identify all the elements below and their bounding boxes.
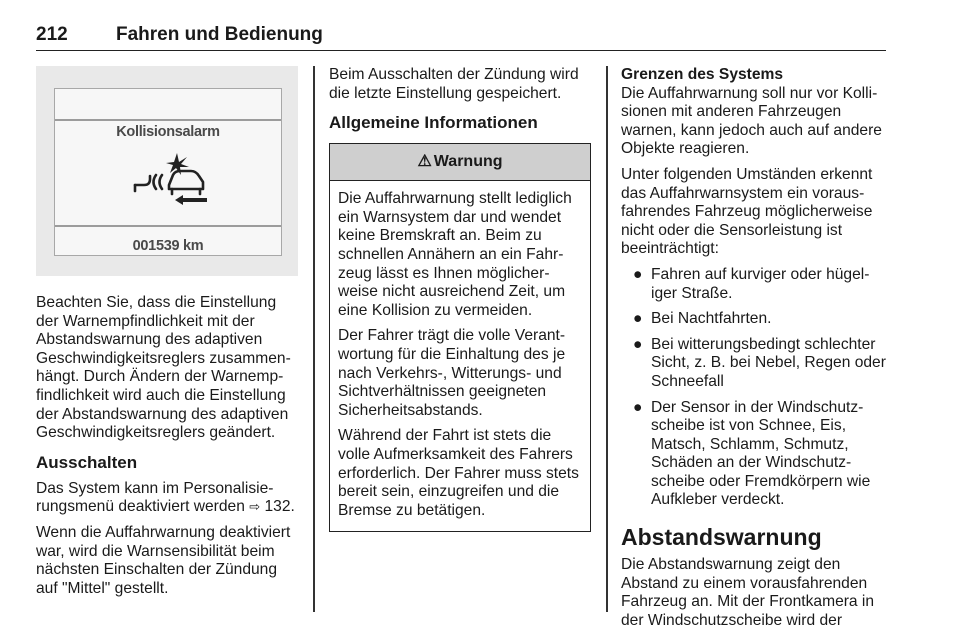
list-item [621, 336, 887, 392]
instrument-display-figure [36, 66, 298, 276]
bullet-icon: ● [633, 265, 643, 283]
warning-paragraph: Während der Fahrt ist stets die volle Aufmerksamkeit des Fahrers erforderlich. Der Fahrer muss stets bereit sein, einzugreifen und die Bremse zu betätigen. [338, 427, 579, 519]
page-header [36, 22, 886, 51]
subheading: Grenzen des Systems [621, 66, 784, 83]
list-item-text: Der Sensor in der Windschutzscheibe ist von Schnee, Eis, Matsch, Schlamm, Schmutz, Schäden an der Windschutzscheibe oder Fremdkörpern wie Aufkleber verdeckt. [651, 398, 871, 509]
page-number: 212 [36, 24, 68, 45]
paragraph [36, 480, 298, 517]
page-reference[interactable]: 132. [264, 498, 295, 516]
display-divider [55, 225, 281, 227]
column-divider [606, 66, 608, 612]
list-item [621, 310, 887, 329]
warning-icon: ⚠ [417, 153, 432, 171]
bullet-icon: ● [633, 398, 643, 416]
list-item [621, 266, 887, 303]
display-screen [54, 88, 282, 256]
page-title: Fahren und Bedienung [116, 24, 323, 45]
column-right [621, 66, 887, 637]
section-heading: Allgemeine Informationen [329, 113, 538, 133]
bullet-list [621, 266, 887, 510]
paragraph: Wenn die Auffahrwarnung deaktiviert war, wird die Warnsensibilität beim nächsten Einschalten der Zündung auf "Mittel" gestellt. [36, 523, 291, 597]
display-title: Kollisionsalarm [116, 124, 220, 140]
paragraph: Beachten Sie, dass die Einstellung der Warnempfindlichkeit mit der Abstandswarnung des adaptiven Geschwindigkeitsreglers zusammenhängt. Durch Ändern der Warnempfindlichkeit wird auch die Einstellung der Abstandswarnung des adaptiven Geschwindigkeitsreglers geändert. [36, 294, 291, 442]
warning-body [330, 181, 590, 531]
bullet-icon: ● [633, 310, 643, 328]
paragraph: Unter folgenden Umständen erkennt das Auffahrwarnsystem ein vorausfahrendes Fahrzeug möglicherweise nicht oder die Sensorleistung ist beeinträchtigt: [621, 165, 873, 258]
column-left [36, 66, 298, 605]
warning-paragraph: Die Auffahrwarnung stellt lediglich ein Warnsystem dar und wendet keine Bremskraft an. Beim zu schnellen Annähern an ein Fahrzeug lässt es Ihnen möglicherweise nicht ausreichend Zeit, um eine Kollision zu vermeiden. [338, 190, 572, 319]
column-middle [329, 66, 591, 532]
paragraph: Die Abstandswarnung zeigt den Abstand zu einem vorausfahrenden Fahrzeug an. Mit der Frontkamera in der Windschutzscheibe wird der [621, 556, 875, 629]
section-heading: Ausschalten [36, 452, 138, 472]
collision-alert-icon [133, 151, 209, 209]
warning-title: Warnung [433, 153, 503, 171]
column-divider [313, 66, 315, 612]
section-heading-large: Abstandswarnung [621, 524, 822, 551]
list-item [621, 399, 887, 511]
list-item-text: Bei witterungsbedingt schlechter Sicht, z. B. bei Nebel, Regen oder Schneefall [651, 335, 886, 390]
page-reference-icon: ⇨ [249, 499, 261, 515]
warning-box [329, 143, 591, 532]
odometer-readout: 001539 km [132, 238, 204, 254]
bullet-icon: ● [633, 335, 643, 353]
list-item-text: Fahren auf kurviger oder hügeliger Straße. [651, 265, 870, 302]
display-divider [55, 119, 281, 121]
warning-header [330, 144, 590, 181]
paragraph: Beim Ausschalten der Zündung wird die letzte Einstellung gespeichert. [329, 66, 579, 102]
warning-paragraph: Der Fahrer trägt die volle Verantwortung für die Einhaltung des je nach Verkehrs-, Witterungs- und Sichtverhältnissen geeigneten Sicherheitsabstands. [338, 327, 566, 419]
list-item-text: Bei Nachtfahrten. [651, 310, 772, 328]
paragraph-text: Das System kann im Personalisierungsmenü deaktiviert werden [36, 479, 274, 516]
paragraph: Die Auffahrwarnung soll nur vor Kollisionen mit anderen Fahrzeugen warnen, kann jedoch auch auf andere Objekte reagieren. [621, 84, 882, 158]
